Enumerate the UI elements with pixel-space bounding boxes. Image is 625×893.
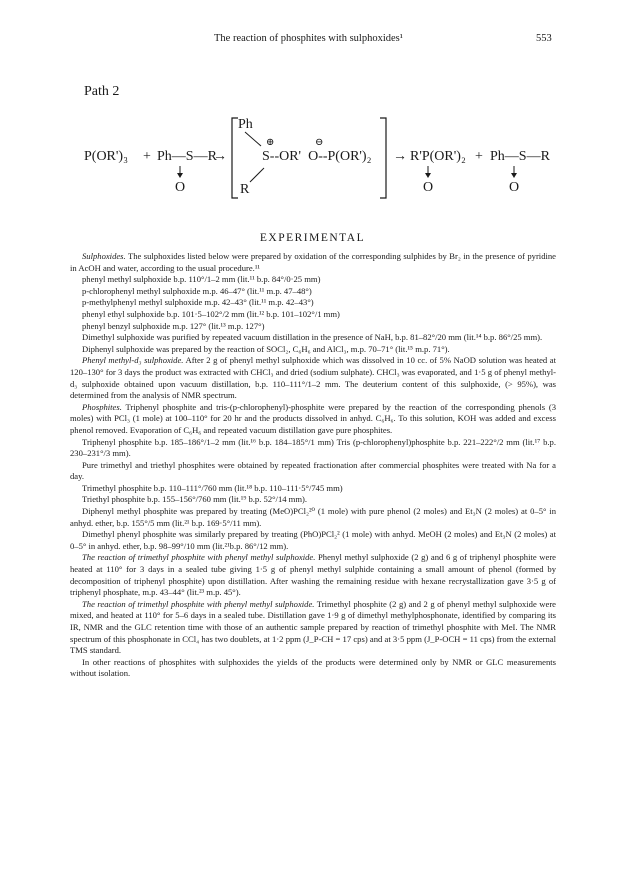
reaction-arrow-2: → [393, 149, 407, 164]
paragraph-diphenyl-sulphoxide: Diphenyl sulphoxide was prepared by the reaction of SOCl₂, C₆H₆ and AlCl₃, m.p. 70–71° (lit.¹⁵ m.p. 71°). [82, 343, 450, 354]
run-in-heading: The reaction of trimethyl phosphite with phenyl methyl sulphoxide. [82, 598, 315, 609]
bracket-right [380, 118, 386, 198]
paragraph-reaction-2 [70, 599, 556, 657]
bond-ph-s [245, 132, 261, 146]
path-label: Path 2 [84, 84, 120, 99]
list-item: p-chlorophenyl methyl sulphoxide m.p. 46–47° (lit.¹¹ m.p. 47–48°) [82, 285, 312, 296]
product-phosphonate: R'P(OR')₂ [410, 149, 466, 164]
page-number: 553 [536, 33, 552, 44]
experimental-body [70, 251, 556, 680]
phosphonate-oxygen: O [423, 180, 434, 195]
paragraph-text: Triphenyl phosphite and tris-(p-chlorophenyl)-phosphite were prepared by the reaction of the corresponding phenols (3 moles) with PCl₃ (1 mole) at 100–110° for 20 hr and the products dissolved in anhyd. C₆H₆. To this solution, KOH was added and excess phenol removed. Evaporation of C₆H₆ and repeated vacuum distillation gave pure phosphites. [70, 401, 556, 435]
paragraph-text: The sulphoxides listed below were prepared by oxidation of the corresponding sulphides by Br₂ in the presence of pyridine in AcOH and water, according to the usual procedure.¹¹ [70, 251, 556, 273]
run-in-heading: The reaction of trimethyl phosphite with phenyl methyl sulphoxide. [82, 552, 316, 563]
reaction-scheme [0, 110, 625, 210]
intermediate-centre: S--OR' O--P(OR')₂ [262, 149, 372, 164]
paragraph-text: Phenyl methyl sulphoxide (2 g) and 6 g of triphenyl phosphite were heated at 110° for 3 days in a sealed tube giving 1·5 g of phenyl methyl sulphide containing a small amount of phenol (formed by decomposition of triphenyl phosphite) upon distillation. After washing the remaining residue with hexane recrystallization gave 3·5 g of triphenyl phosphate, m.p. 43–44° (lit.²³ m.p. 45°). [70, 552, 556, 598]
run-in-heading: Phenyl methyl-d₃ sulphoxide. [82, 355, 184, 366]
sulphoxide-oxygen-left: O [175, 180, 186, 195]
paragraph-deuterated-sulphoxide [70, 355, 556, 401]
reaction-arrow-1: → [213, 149, 227, 164]
list-item: Trimethyl phosphite b.p. 110–111°/760 mm (lit.¹⁸ b.p. 110–111·5°/745 mm) [82, 482, 343, 493]
paragraph-sulphoxides [70, 251, 556, 274]
intermediate-phenyl: Ph [238, 117, 253, 132]
plus-sign-left: + [143, 149, 151, 164]
paragraph-reaction-1 [70, 552, 556, 598]
list-item: p-methylphenyl methyl sulphoxide m.p. 42–43° (lit.¹¹ m.p. 42–43°) [82, 297, 314, 308]
reaction-scheme-drawing [0, 110, 625, 210]
section-heading: EXPERIMENTAL [259, 232, 366, 244]
paragraph-other-reactions: In other reactions of phosphites with sulphoxides the yields of the products were determined only by NMR or GLC measurements without isolation. [70, 656, 556, 679]
running-title: The reaction of phosphites with sulphoxides¹ [214, 33, 403, 44]
paragraph-dimethyl-phenyl-phosphite: Dimethyl phenyl phosphite was similarly prepared by treating (PhO)PCl₂² (1 mole) with anhyd. MeOH (2 moles) and Et₃N (2 moles) at 0–5° in anhyd. ether, b.p. 98–99°/10 mm (lit.²¹b.p. 86°/12 mm). [70, 529, 556, 551]
paragraph-diphenyl-methyl-phosphite: Diphenyl methyl phosphite was prepared by treating (MeO)PCl₂²⁰ (1 mole) with pure phenol (2 moles) and Et₃N (2 moles) at 0–5° in anhyd. ether, b.p. 155°/5 mm (lit.²¹ b.p. 169·5°/11 mm). [70, 506, 556, 528]
paragraph-text: Trimethyl phosphite (2 g) and 2 g of phenyl methyl sulphoxide were mixed, and heated at 110° for 5–6 days in a sealed tube. Distillation gave 1·9 g of dimethyl methylphosphonate, identified by comparing its IR, NMR and the GLC retention time with those of an authentic sample prepared by reaction of trimethyl phosphite with MeI. The NMR spectrum of this phosphonate in CCl₄ has two doublets, at 1·2 ppm (J_P-CH = 17 cps) and at 3·5 ppm (J_P-OCH = 11 cps) from the external TMS standard. [70, 598, 556, 656]
po-bond-arrowhead [425, 173, 431, 178]
paragraph-triphenyl-phosphite: Triphenyl phosphite b.p. 185–186°/1–2 mm (lit.¹⁶ b.p. 184–185°/1 mm) Tris (p-chlorophenyl)phosphite b.p. 221–222°/2 mm (lit.¹⁷ b.p. 230–231°/3 mm). [70, 436, 556, 459]
plus-sign-right: + [475, 149, 483, 164]
charge-minus: ⊖ [315, 137, 324, 148]
paragraph-dimethyl-sulphoxide: Dimethyl sulphoxide was purified by repeated vacuum distillation in the presence of NaH, b.p. 81–82°/20 mm (lit.¹⁴ b.p. 86°/25 mm). [82, 332, 543, 343]
reactant-phosphite: P(OR')₃ [84, 149, 128, 164]
so-bond-arrowhead-left [177, 173, 183, 178]
product-sulphoxide: Ph—S—R [490, 149, 550, 164]
intermediate-r-group: R [240, 182, 250, 197]
paragraph-trialkyl-phosphites: Pure trimethyl and triethyl phosphites were obtained by repeated fractionation after commercial phosphites were treated with Na for a day. [70, 459, 556, 482]
list-item: phenyl methyl sulphoxide b.p. 110°/1–2 mm (lit.¹¹ b.p. 84°/0·25 mm) [82, 274, 321, 285]
list-item: phenyl ethyl sulphoxide b.p. 101·5–102°/2 mm (lit.¹² b.p. 101–102°/1 mm) [82, 308, 340, 319]
run-in-heading: Phosphites. [82, 401, 122, 412]
sulphoxide-oxygen-right: O [509, 180, 520, 195]
paragraph-phosphites [70, 402, 556, 437]
reactant-sulphoxide: Ph—S—R [157, 149, 217, 164]
paragraph-text: After 2 g of phenyl methyl sulphoxide which was dissolved in 10 cc. of 5% NaOD solution was heated at 120–130° for 3 days the product was extracted with CHCl₃ and dried (sodium sulphate). CHCl₃ was evaporated, and 1·5 g of phenyl methyl-d₃ sulphoxide obtained upon vacuum distillation, b.p. 110–111°/1–2 mm. The deuterium content of this sulphoxide, (> 95%), was determined from the analysis of NMR spectrum. [70, 355, 556, 401]
charge-plus: ⊕ [266, 137, 275, 148]
run-in-heading: Sulphoxides. [82, 251, 126, 261]
list-item: Triethyl phosphite b.p. 155–156°/760 mm (lit.¹⁹ b.p. 52°/14 mm). [82, 494, 308, 505]
list-item: phenyl benzyl sulphoxide m.p. 127° (lit.¹³ m.p. 127°) [82, 320, 265, 331]
so-bond-arrowhead-right [511, 173, 517, 178]
bond-s-r [250, 168, 264, 182]
